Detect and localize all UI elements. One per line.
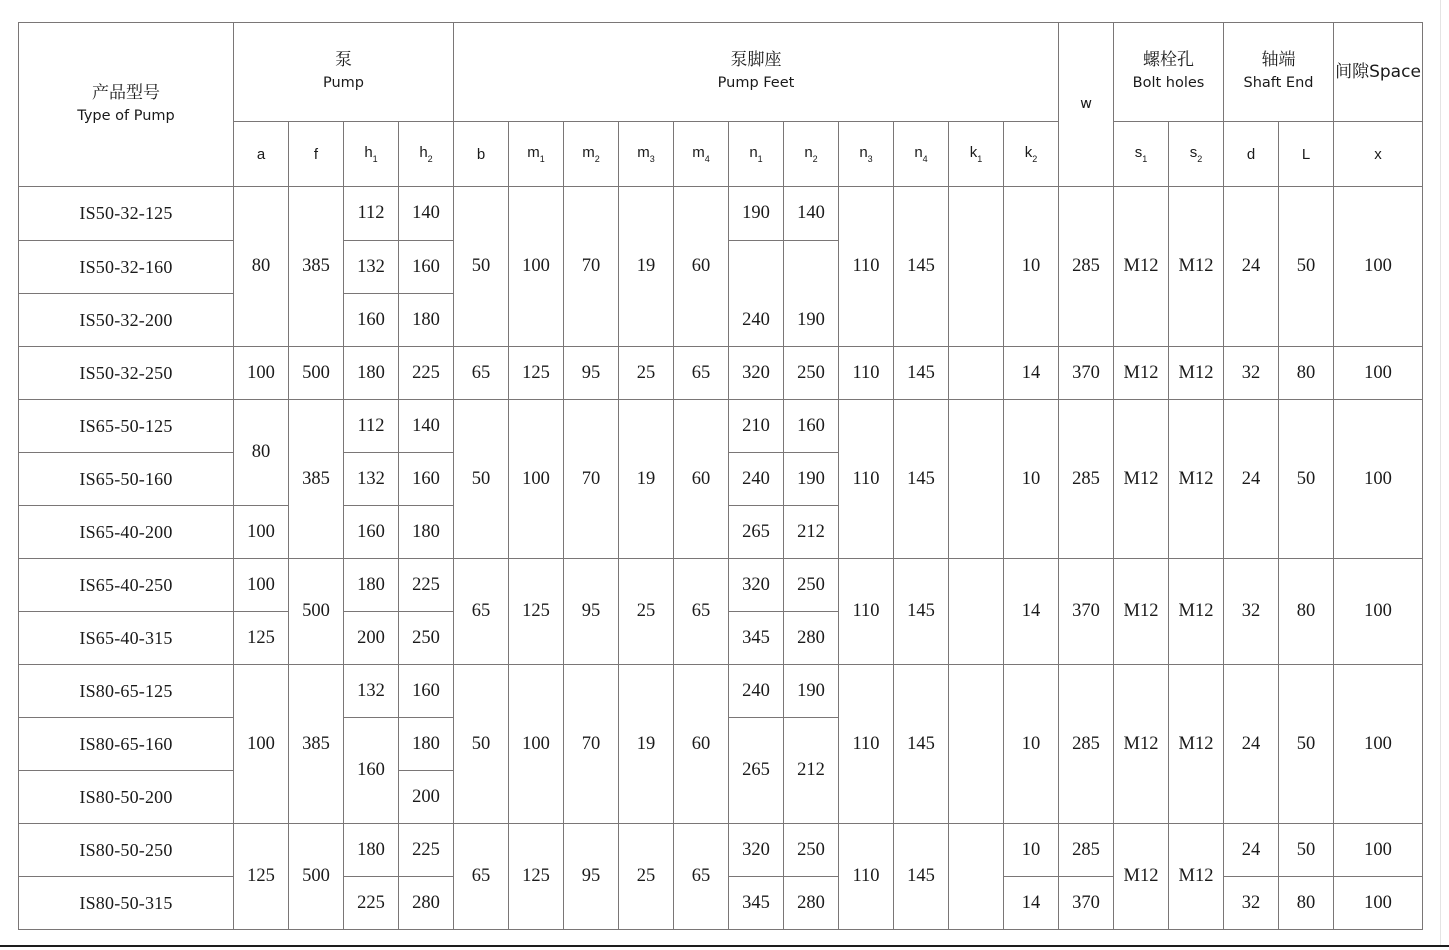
data-cell: 250 <box>783 558 839 612</box>
data-cell <box>948 186 1004 347</box>
data-cell: 250 <box>783 346 839 400</box>
model-cell: IS65-50-125 <box>18 399 234 453</box>
data-cell: 160 <box>343 293 399 347</box>
column-header-m3: $m_3$ <box>618 121 674 187</box>
data-cell: 212 <box>783 717 839 824</box>
data-cell: 180 <box>343 823 399 877</box>
column-header-f: f <box>288 121 344 187</box>
data-cell: 345 <box>728 611 784 665</box>
data-cell: 500 <box>288 346 344 400</box>
model-cell: IS80-50-250 <box>18 823 234 877</box>
data-cell: 60 <box>673 664 729 824</box>
data-cell: 100 <box>1333 823 1423 877</box>
data-cell <box>948 664 1004 824</box>
page-bottom-rule <box>0 945 1449 947</box>
data-cell: 110 <box>838 186 894 347</box>
column-header-d: d <box>1223 121 1279 187</box>
data-cell: 32 <box>1223 346 1279 400</box>
data-cell: 70 <box>563 664 619 824</box>
data-cell: 100 <box>1333 346 1423 400</box>
data-cell: 100 <box>1333 186 1423 347</box>
data-cell: 240 <box>728 452 784 506</box>
header-group-bolt-holes <box>1113 22 1224 122</box>
data-cell: 100 <box>1333 558 1423 665</box>
column-header-b: b <box>453 121 509 187</box>
column-header-n2: $n_2$ <box>783 121 839 187</box>
data-cell: 160 <box>398 664 454 718</box>
column-header-m4: $m_4$ <box>673 121 729 187</box>
data-cell: 132 <box>343 452 399 506</box>
column-header-h2: $h_2$ <box>398 121 454 187</box>
data-cell: 280 <box>783 876 839 930</box>
data-cell: 100 <box>233 558 289 612</box>
header-zh-label: 泵 <box>335 50 352 70</box>
data-cell: 145 <box>893 346 949 400</box>
data-cell: 50 <box>1278 186 1334 347</box>
data-cell: 500 <box>288 823 344 930</box>
data-cell: 385 <box>288 399 344 559</box>
data-cell: 140 <box>398 186 454 241</box>
header-group-pump-feet <box>453 22 1059 122</box>
data-cell: 160 <box>398 452 454 506</box>
data-cell: 145 <box>893 558 949 665</box>
model-cell: IS80-50-315 <box>18 876 234 930</box>
column-header-m1: $m_1$ <box>508 121 564 187</box>
data-cell: M12 <box>1168 664 1224 824</box>
column-header-m2: $m_2$ <box>563 121 619 187</box>
column-header-n3: $n_3$ <box>838 121 894 187</box>
data-cell: M12 <box>1113 346 1169 400</box>
data-cell: 60 <box>673 186 729 347</box>
data-cell: 50 <box>1278 664 1334 824</box>
data-cell: 25 <box>618 558 674 665</box>
data-cell: M12 <box>1168 558 1224 665</box>
data-cell: 110 <box>838 823 894 930</box>
data-cell: 65 <box>453 823 509 930</box>
data-cell: 112 <box>343 186 399 241</box>
data-cell: 110 <box>838 346 894 400</box>
data-cell: 140 <box>783 186 839 241</box>
data-cell: 285 <box>1058 664 1114 824</box>
data-cell <box>948 558 1004 665</box>
data-cell: M12 <box>1113 664 1169 824</box>
data-cell: 180 <box>398 505 454 559</box>
data-cell: 65 <box>453 346 509 400</box>
data-cell: 65 <box>673 558 729 665</box>
data-cell: 225 <box>343 876 399 930</box>
data-cell: M12 <box>1113 399 1169 559</box>
header-en-label: Pump <box>322 75 364 91</box>
data-cell: 80 <box>1278 558 1334 665</box>
data-cell: 132 <box>343 664 399 718</box>
header-en-label: Bolt holes <box>1132 75 1205 91</box>
column-header-k1: $k_1$ <box>948 121 1004 187</box>
data-cell: M12 <box>1113 186 1169 347</box>
data-cell: 112 <box>343 399 399 453</box>
data-cell: 160 <box>343 505 399 559</box>
data-cell: 100 <box>1333 399 1423 559</box>
data-cell: 19 <box>618 664 674 824</box>
data-cell: 50 <box>453 399 509 559</box>
data-cell: 100 <box>1333 876 1423 930</box>
data-cell: 145 <box>893 186 949 347</box>
data-cell: 25 <box>618 346 674 400</box>
data-cell: 14 <box>1003 558 1059 665</box>
data-cell: 125 <box>508 346 564 400</box>
data-cell: 19 <box>618 399 674 559</box>
data-cell: 100 <box>508 186 564 347</box>
data-cell: 385 <box>288 186 344 347</box>
data-cell: 145 <box>893 664 949 824</box>
data-cell: 80 <box>1278 876 1334 930</box>
data-cell: 125 <box>508 558 564 665</box>
data-cell: 32 <box>1223 558 1279 665</box>
header-en-label: w <box>1080 96 1092 112</box>
header-group-shaft-end <box>1223 22 1334 122</box>
data-cell: 80 <box>1278 346 1334 400</box>
model-cell: IS65-40-315 <box>18 611 234 665</box>
data-cell: 50 <box>453 186 509 347</box>
data-cell: 95 <box>563 558 619 665</box>
data-cell: 240 <box>728 664 784 718</box>
column-header-k2: $k_2$ <box>1003 121 1059 187</box>
column-header-s1: $s_1$ <box>1113 121 1169 187</box>
model-cell: IS50-32-125 <box>18 186 234 241</box>
data-cell: M12 <box>1168 346 1224 400</box>
data-cell: 190 <box>728 186 784 241</box>
data-cell: 70 <box>563 399 619 559</box>
data-cell: 225 <box>398 346 454 400</box>
data-cell: 10 <box>1003 186 1059 347</box>
header-zh-label: 轴端 <box>1261 50 1296 70</box>
data-cell: 50 <box>453 664 509 824</box>
data-cell: 100 <box>508 399 564 559</box>
data-cell: 60 <box>673 399 729 559</box>
model-cell: IS50-32-250 <box>18 346 234 400</box>
data-cell: 110 <box>838 399 894 559</box>
data-cell: 19 <box>618 186 674 347</box>
data-cell: 190 <box>783 664 839 718</box>
column-header-x: x <box>1333 121 1423 187</box>
data-cell: 285 <box>1058 823 1114 877</box>
data-cell: 180 <box>398 717 454 771</box>
header-group-space <box>1333 22 1423 122</box>
header-en-label: Shaft End <box>1243 75 1314 91</box>
header-en-label: Type of Pump <box>77 107 175 124</box>
data-cell: 265 <box>728 505 784 559</box>
data-cell <box>948 399 1004 559</box>
data-cell: 100 <box>233 505 289 559</box>
data-cell <box>948 823 1004 930</box>
data-cell: 225 <box>398 558 454 612</box>
data-cell: 320 <box>728 346 784 400</box>
data-cell: 65 <box>673 823 729 930</box>
data-cell: 32 <box>1223 876 1279 930</box>
data-cell: 14 <box>1003 346 1059 400</box>
data-cell: 280 <box>398 876 454 930</box>
model-cell: IS65-50-160 <box>18 452 234 506</box>
header-zh-label: 产品型号 <box>92 82 160 103</box>
data-cell: 125 <box>508 823 564 930</box>
data-cell: 50 <box>1278 823 1334 877</box>
data-cell: 80 <box>233 186 289 347</box>
data-cell: 132 <box>343 240 399 294</box>
data-cell: 110 <box>838 664 894 824</box>
data-cell: 70 <box>563 186 619 347</box>
header-group-type <box>18 22 234 187</box>
data-cell: M12 <box>1168 823 1224 930</box>
column-header-L: L <box>1278 121 1334 187</box>
data-cell: 140 <box>398 399 454 453</box>
data-cell: 80 <box>233 399 289 506</box>
page-right-edge <box>1440 0 1441 945</box>
data-cell: M12 <box>1168 186 1224 347</box>
data-cell: 25 <box>618 823 674 930</box>
data-cell: 180 <box>398 293 454 347</box>
data-cell: M12 <box>1113 823 1169 930</box>
data-cell: 280 <box>783 611 839 665</box>
data-cell: 180 <box>343 346 399 400</box>
data-cell: 345 <box>728 876 784 930</box>
data-cell: 100 <box>508 664 564 824</box>
data-cell: 240 <box>728 240 784 347</box>
data-cell: 370 <box>1058 346 1114 400</box>
data-cell: M12 <box>1168 399 1224 559</box>
data-cell: 285 <box>1058 399 1114 559</box>
header-zh-label: 泵脚座 <box>730 50 782 70</box>
data-cell: 65 <box>453 558 509 665</box>
column-header-n1: $n_1$ <box>728 121 784 187</box>
model-cell: IS80-65-125 <box>18 664 234 718</box>
data-cell: 95 <box>563 823 619 930</box>
data-cell: 145 <box>893 823 949 930</box>
data-cell: 145 <box>893 399 949 559</box>
data-cell: 24 <box>1223 664 1279 824</box>
header-zh-label: 间隙Space <box>1335 61 1421 82</box>
data-cell: 10 <box>1003 823 1059 877</box>
data-cell: 190 <box>783 240 839 347</box>
column-header-h1: $h_1$ <box>343 121 399 187</box>
model-cell: IS65-40-200 <box>18 505 234 559</box>
data-cell: 200 <box>343 611 399 665</box>
data-cell: 370 <box>1058 558 1114 665</box>
data-cell: 210 <box>728 399 784 453</box>
data-cell: 370 <box>1058 876 1114 930</box>
data-cell: 160 <box>398 240 454 294</box>
data-cell: 250 <box>398 611 454 665</box>
header-en-label: Pump Feet <box>717 75 795 91</box>
column-header-a: a <box>233 121 289 187</box>
data-cell: 10 <box>1003 664 1059 824</box>
data-cell: 24 <box>1223 186 1279 347</box>
data-cell: 320 <box>728 558 784 612</box>
model-cell: IS80-50-200 <box>18 770 234 824</box>
model-cell: IS50-32-200 <box>18 293 234 347</box>
data-cell: 160 <box>343 717 399 824</box>
header-group-w <box>1058 22 1114 187</box>
model-cell: IS50-32-160 <box>18 240 234 294</box>
data-cell: 100 <box>1333 664 1423 824</box>
data-cell: 225 <box>398 823 454 877</box>
data-cell: 50 <box>1278 399 1334 559</box>
header-group-pump <box>233 22 454 122</box>
data-cell: 125 <box>233 823 289 930</box>
header-zh-label: 螺栓孔 <box>1143 50 1194 70</box>
data-cell: 500 <box>288 558 344 665</box>
data-cell: 100 <box>233 346 289 400</box>
model-cell: IS65-40-250 <box>18 558 234 612</box>
data-cell: 65 <box>673 346 729 400</box>
data-cell: M12 <box>1113 558 1169 665</box>
data-cell: 95 <box>563 346 619 400</box>
data-cell: 24 <box>1223 399 1279 559</box>
data-cell: 180 <box>343 558 399 612</box>
data-cell: 212 <box>783 505 839 559</box>
data-cell: 160 <box>783 399 839 453</box>
data-cell: 14 <box>1003 876 1059 930</box>
data-cell: 100 <box>233 664 289 824</box>
data-cell <box>948 346 1004 400</box>
data-cell: 190 <box>783 452 839 506</box>
data-cell: 265 <box>728 717 784 824</box>
data-cell: 285 <box>1058 186 1114 347</box>
data-cell: 385 <box>288 664 344 824</box>
data-cell: 24 <box>1223 823 1279 877</box>
model-cell: IS80-65-160 <box>18 717 234 771</box>
data-cell: 250 <box>783 823 839 877</box>
data-cell: 10 <box>1003 399 1059 559</box>
data-cell: 320 <box>728 823 784 877</box>
data-cell: 200 <box>398 770 454 824</box>
column-header-n4: $n_4$ <box>893 121 949 187</box>
column-header-s2: $s_2$ <box>1168 121 1224 187</box>
data-cell: 125 <box>233 611 289 665</box>
data-cell: 110 <box>838 558 894 665</box>
